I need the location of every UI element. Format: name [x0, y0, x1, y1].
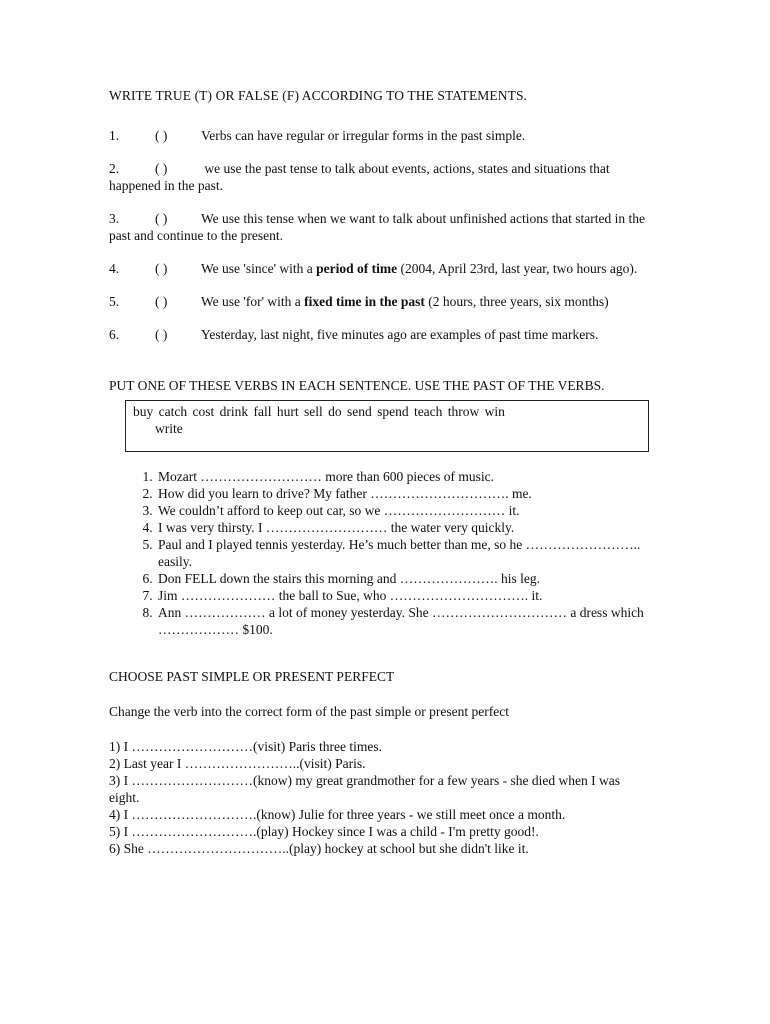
exercise-line: 5) I ……………………….(play) Hockey since I was a child - I'm pretty good!.	[109, 824, 539, 839]
statement-text: We use 'since' with a	[201, 261, 317, 276]
exercise-line: 6) She …………………………..(play) hockey at school but she didn't like it.	[109, 841, 529, 856]
exercise-line: 3) I ………………………(know) my great grandmother for a few years - she died when I was eight.	[109, 773, 620, 805]
list-item: 1. Mozart ……………………… more than 600 pieces of music.	[156, 468, 649, 485]
tf-number: 4.	[109, 261, 120, 276]
answer-blank: ( )	[155, 294, 168, 309]
verb-list-line2: write	[155, 421, 183, 436]
tf-number: 2.	[109, 161, 120, 176]
statement-bold: period of time	[316, 261, 398, 276]
tf-item-3	[109, 210, 649, 244]
statement-text: we use the past tense to talk about events, actions, states and situations that happened in the past.	[109, 161, 610, 193]
section3-heading: CHOOSE PAST SIMPLE OR PRESENT PERFECT	[109, 669, 395, 684]
statement-text: We use 'for' with a	[201, 294, 305, 309]
list-item: 2. How did you learn to drive? My father …………………………. me.	[156, 485, 649, 502]
exercise-line: 4) I ……………………….(know) Julie for three years - we still meet once a month.	[109, 807, 566, 822]
tf-item-6	[109, 326, 649, 343]
list-item: 5. Paul and I played tennis yesterday. He’s much better than me, so he …………………….. easily.	[156, 536, 649, 570]
tf-number: 6.	[109, 327, 120, 342]
statement-text: Yesterday, last night, five minutes ago are examples of past time markers.	[201, 327, 599, 342]
list-item: 8. Ann ……………… a lot of money yesterday. She ………………………… a dress which ……………… $100.	[156, 604, 649, 638]
statement-text: We use this tense when we want to talk about unfinished actions that started in the past and continue to the present.	[109, 211, 645, 243]
answer-blank: ( )	[155, 261, 168, 276]
section1-heading: WRITE TRUE (T) OR FALSE (F) ACCORDING TO THE STATEMENTS.	[109, 88, 528, 103]
list-item: 6. Don FELL down the stairs this morning and …………………. his leg.	[156, 570, 649, 587]
worksheet	[109, 87, 649, 857]
tf-item-2	[109, 160, 649, 194]
tf-number: 5.	[109, 294, 120, 309]
verb-list-line1: buy catch cost drink fall hurt sell do send spend teach throw win	[133, 404, 505, 419]
section3-instruction: Change the verb into the correct form of the past simple or present perfect	[109, 704, 509, 719]
tf-item-4	[109, 260, 649, 277]
true-false-list	[109, 127, 649, 343]
exercise-line: 1) I ………………………(visit) Paris three times.	[109, 739, 382, 754]
exercise-line: 2) Last year I ……………………..(visit) Paris.	[109, 756, 366, 771]
answer-blank: ( )	[155, 128, 168, 143]
statement-text: Verbs can have regular or irregular forms in the past simple.	[201, 128, 526, 143]
list-item: 4. I was very thirsty. I ……………………… the water very quickly.	[156, 519, 649, 536]
exercise-lines	[109, 738, 649, 857]
tf-number: 3.	[109, 211, 120, 226]
tf-number: 1.	[109, 128, 120, 143]
statement-bold: fixed time in the past	[304, 294, 425, 309]
list-item: 3. We couldn’t afford to keep out car, so we ……………………… it.	[156, 502, 649, 519]
tf-item-5	[109, 293, 649, 310]
answer-blank: ( )	[155, 327, 168, 342]
answer-blank: ( )	[155, 161, 168, 176]
answer-blank: ( )	[155, 211, 168, 226]
list-item: 7. Jim ………………… the ball to Sue, who …………………………. it.	[156, 587, 649, 604]
statement-text-end: (2004, April 23rd, last year, two hours ago).	[397, 261, 638, 276]
tf-item-1	[109, 127, 649, 144]
statement-text-end: (2 hours, three years, six months)	[424, 294, 609, 309]
section2-heading: PUT ONE OF THESE VERBS IN EACH SENTENCE. USE THE PAST OF THE VERBS.	[109, 378, 605, 393]
fill-in-sentences	[109, 468, 649, 638]
verb-word-box	[125, 400, 649, 452]
